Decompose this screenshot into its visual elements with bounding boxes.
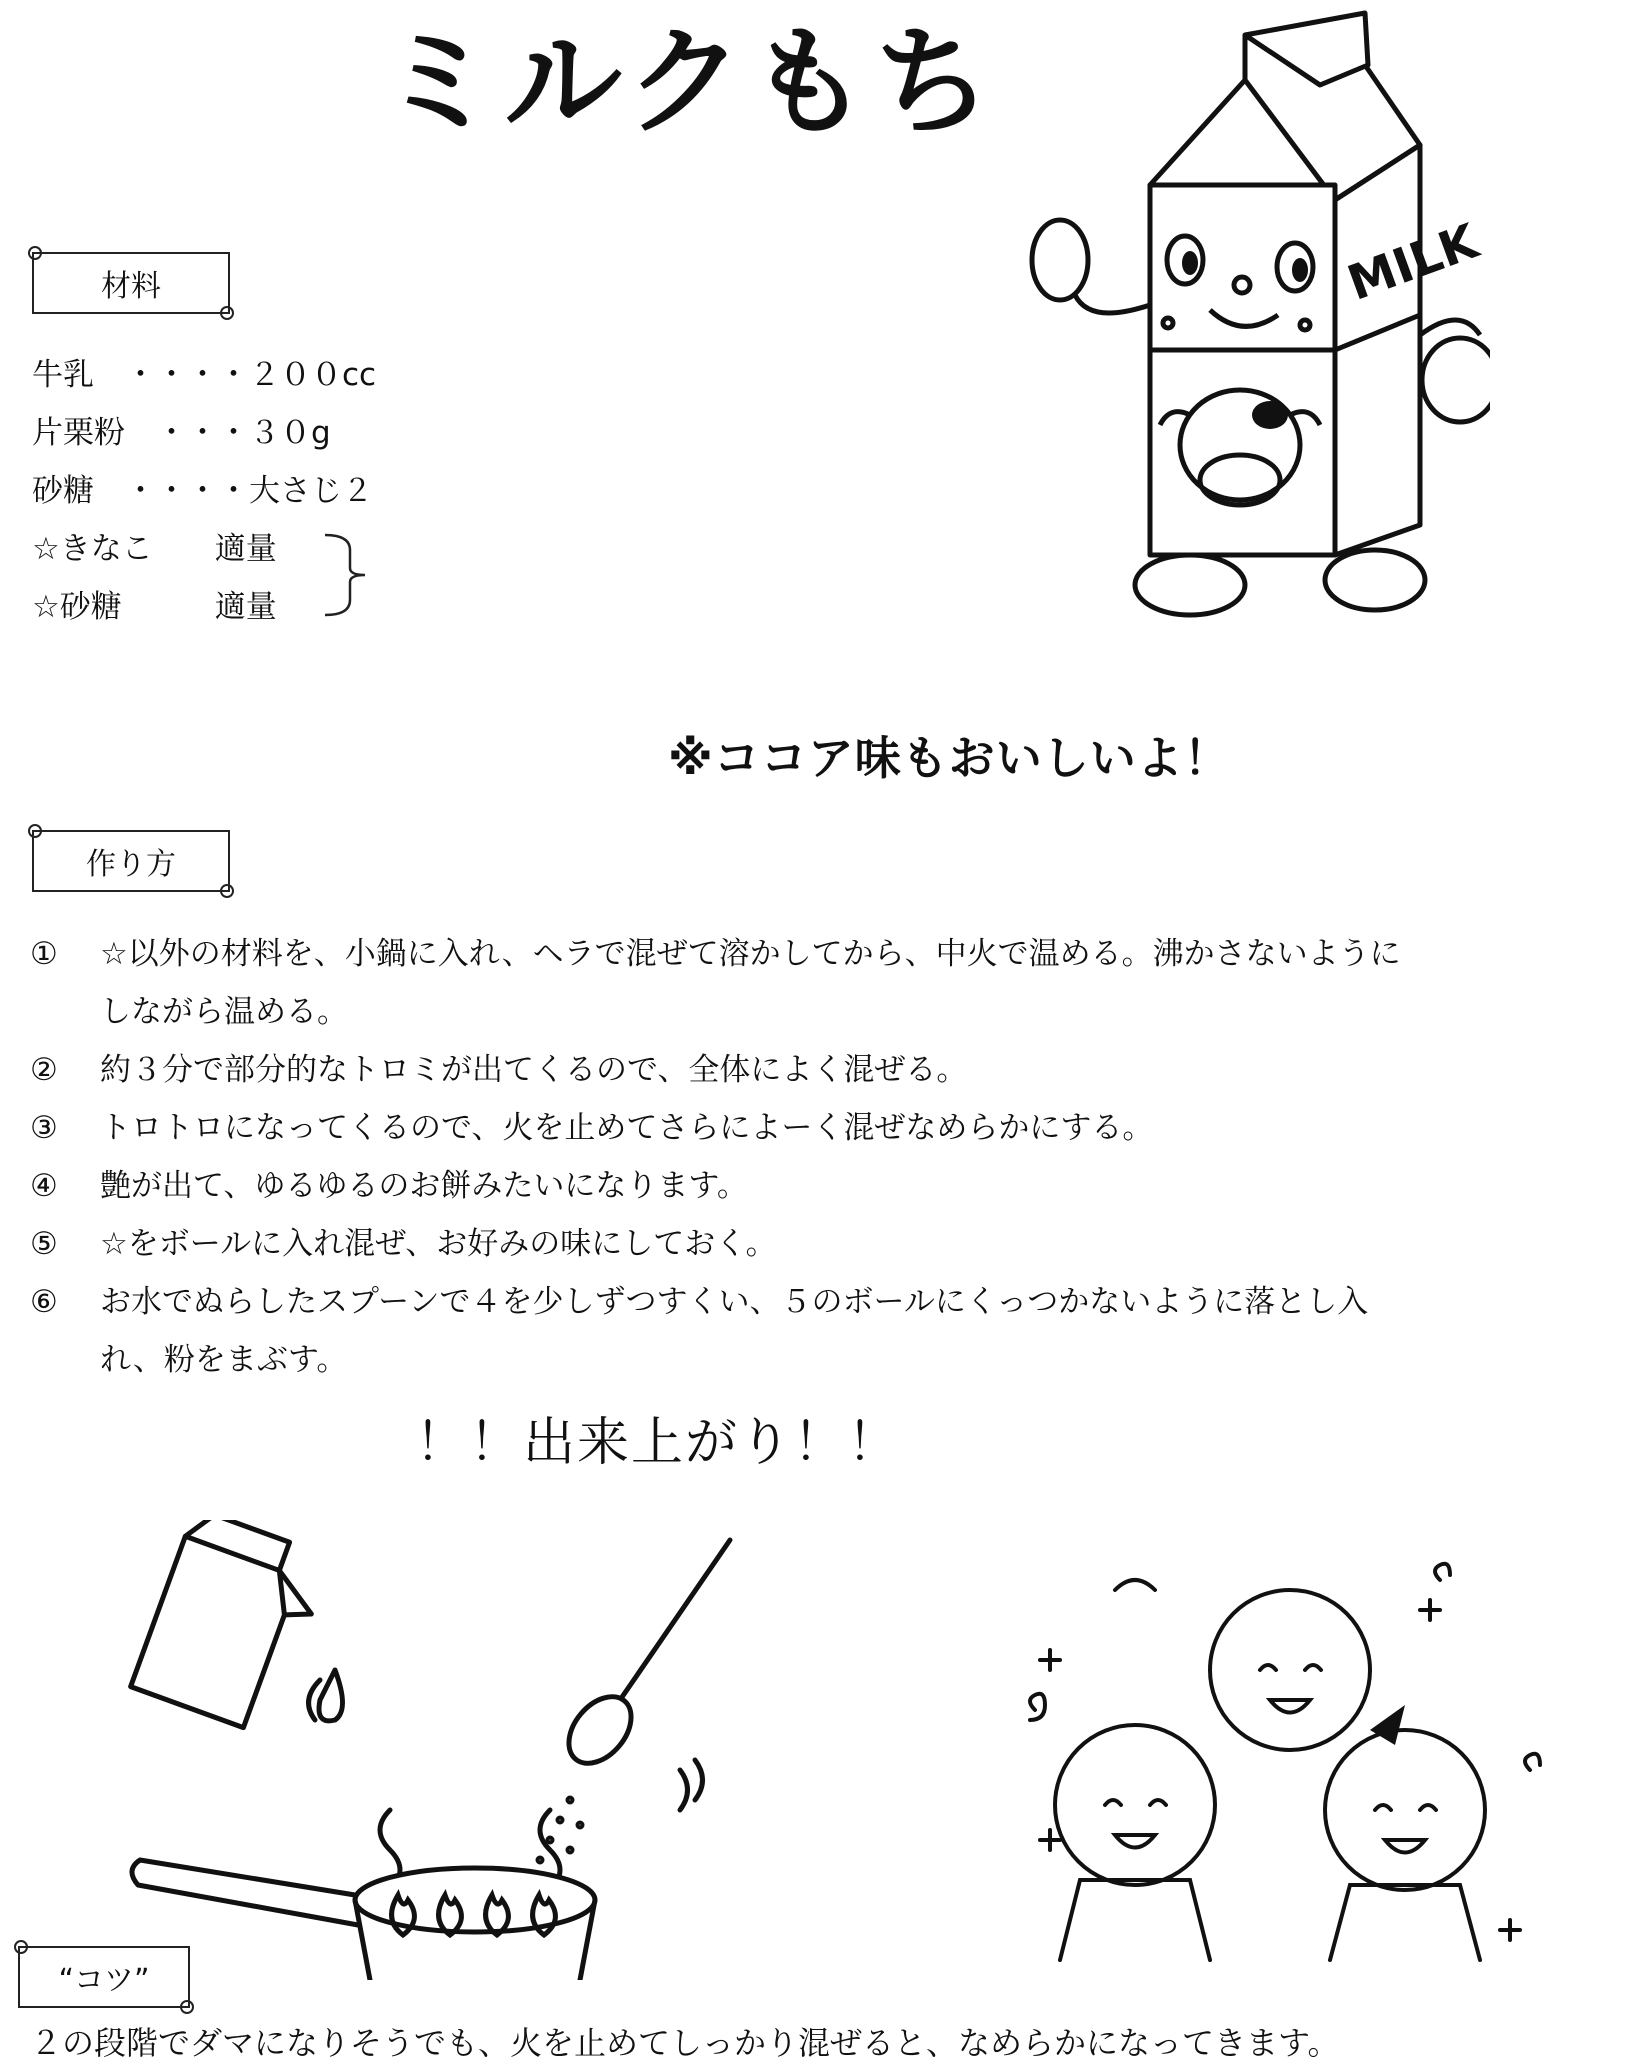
step-text: トロトロになってくるので、火を止めてさらによーく混ぜなめらかにする。 bbox=[100, 1110, 1154, 1146]
flame-icon bbox=[378, 1880, 568, 1940]
method-heading-label: 作り方 bbox=[86, 847, 176, 882]
steps-list bbox=[30, 925, 1430, 1389]
ingredients-heading bbox=[32, 252, 230, 314]
tip-text: ２の段階でダマになりそうでも、火を止めてしっかり混ぜると、なめらかになってきます。 bbox=[30, 2024, 1340, 2062]
step-number: ① bbox=[30, 936, 58, 972]
page-title: ミルクもち bbox=[380, 13, 998, 151]
step-text: 約３分で部分的なトロミが出てくるので、全体によく混ぜる。 bbox=[100, 1052, 968, 1088]
step-number: ② bbox=[30, 1052, 58, 1088]
ingredient-item: ☆きなこ 適量 bbox=[32, 531, 277, 567]
step-text: ☆以外の材料を、小鍋に入れ、ヘラで混ぜて溶かしてから、中火で温める。沸かさないようにしながら温める。 bbox=[100, 936, 1401, 1030]
method-heading bbox=[32, 830, 230, 892]
milk-label: MILK bbox=[1340, 213, 1486, 312]
step-item bbox=[30, 1215, 1430, 1273]
step-text: ☆をボールに入れ混ぜ、お好みの味にしておく。 bbox=[100, 1226, 777, 1262]
step-item bbox=[30, 1041, 1430, 1099]
step-item bbox=[30, 1099, 1430, 1157]
ingredients-heading-label: 材料 bbox=[101, 269, 161, 304]
ingredient-item: 片栗粉 ・・・３０g bbox=[32, 415, 331, 451]
finished-banner: ！！出来上がり！！ bbox=[415, 1413, 902, 1473]
ingredient-item: 牛乳 ・・・・２００cc bbox=[32, 357, 377, 393]
step-item bbox=[30, 1157, 1430, 1215]
step-number: ⑥ bbox=[30, 1284, 58, 1320]
ingredient-item: 砂糖 ・・・・大さじ２ bbox=[32, 473, 373, 509]
step-text: 艶が出て、ゆるゆるのお餅みたいになります。 bbox=[100, 1168, 748, 1204]
step-number: ③ bbox=[30, 1110, 58, 1146]
cocoa-note: ※ココア味もおいしいよ！ bbox=[668, 731, 1231, 785]
step-number: ④ bbox=[30, 1168, 58, 1204]
ingredient-item: ☆砂糖 適量 bbox=[32, 589, 277, 625]
tips-heading bbox=[18, 1946, 190, 2008]
step-text: お水でぬらしたスプーンで４を少しずつすくい、５のボールにくっつかないように落とし入れ、粉をまぶす。 bbox=[100, 1284, 1369, 1378]
milk-carton-character-icon bbox=[1020, 5, 1490, 625]
step-number: ⑤ bbox=[30, 1226, 58, 1262]
step-item bbox=[30, 925, 1430, 1041]
step-item bbox=[30, 1273, 1430, 1389]
brace-icon bbox=[320, 530, 390, 620]
happy-kids-icon bbox=[1020, 1540, 1580, 2000]
tips-heading-label: “コツ” bbox=[58, 1963, 150, 1998]
